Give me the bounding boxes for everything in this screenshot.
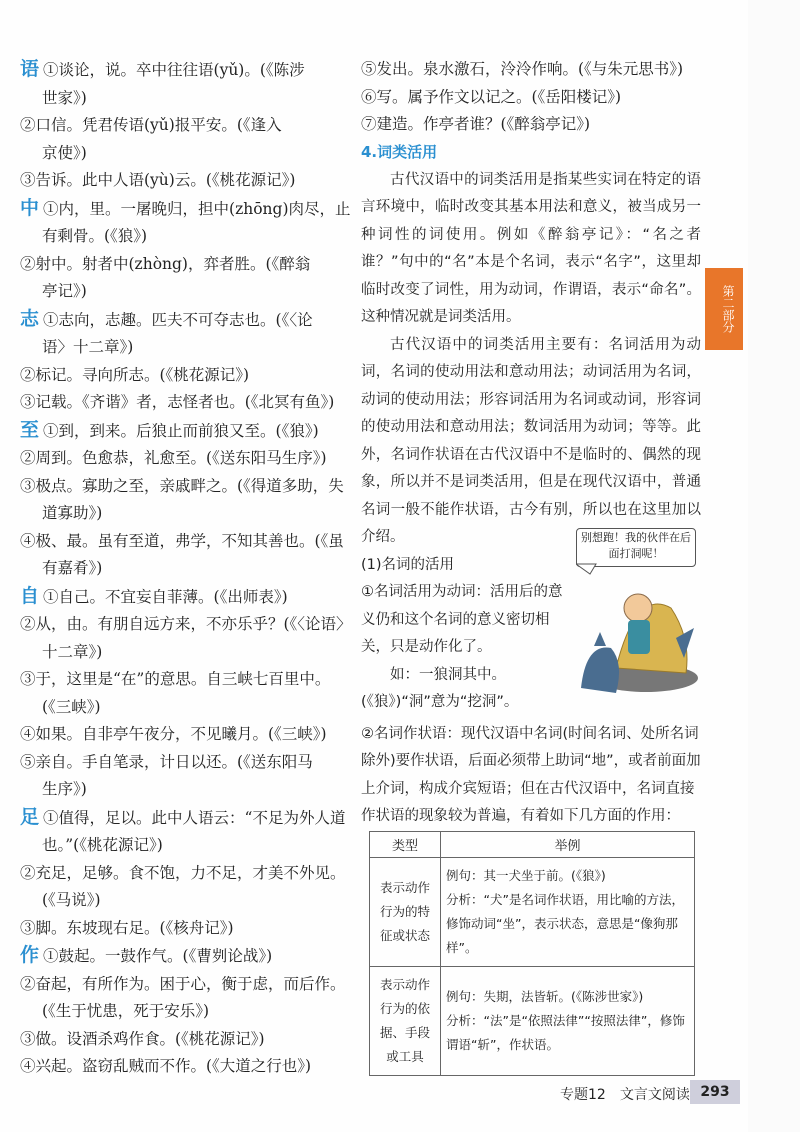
- definition-text: ②充足，足够。食不饱，力不足，才美不外见。: [20, 863, 346, 882]
- dictionary-entry: [20, 195, 360, 251]
- definition-line: [20, 666, 360, 721]
- definition-continuation: 语〉十二章》): [42, 338, 134, 356]
- definition-text: ①志向，志趣。匹夫不可夺志也。(《〈论: [43, 310, 313, 329]
- definition-text: ③于，这里是“在”的意思。自三峡七百里中。: [20, 670, 331, 688]
- item-noun-adverbial: ②名词作状语：现代汉语中名词(时间名词、处所名词除外)要作状语，后面必须带上助词“地”，或者前面加上介词，构成介宾短语；但在古代汉语中，名词直接作状语的现象较为普遍，有着如下几方面的作用：: [361, 725, 701, 824]
- definition-line: [20, 112, 360, 167]
- item-noun-as-verb: ①名词活用为动词：活用后的意义仍和这个名词的意义密切相关，只是动作化了。: [361, 584, 563, 655]
- speech-bubble: 别想跑！我的伙伴在后面打洞呢！: [576, 528, 696, 567]
- definition-text: ③极点。寡助之至，亲戚畔之。(《得道多助，失: [20, 476, 344, 495]
- definition-continuation: (《三峡》): [42, 697, 101, 716]
- definition-line: [20, 611, 360, 666]
- example-table: [369, 831, 695, 1076]
- entry-headword: 自: [20, 584, 40, 607]
- definition-text: ②射中。射者中(zhòng)，弈者胜。(《醉翁: [20, 254, 311, 273]
- definition-text: ③告诉。此中人语(yù)云。(《桃花源记》): [20, 171, 296, 189]
- definition-line: [20, 971, 360, 1026]
- item-example: 如：一狼洞其中。(《狼》)“洞”意为“挖洞”。: [361, 666, 519, 710]
- example-cell: [441, 966, 695, 1075]
- dictionary-entry: [20, 306, 360, 362]
- entry-headword: 语: [20, 58, 40, 80]
- def-line: ⑥写。属予作文以记之。(《岳阳楼记》): [361, 87, 622, 106]
- dictionary-entry: [20, 583, 360, 612]
- definition-line: [20, 1053, 360, 1081]
- definition-text: ①鼓起。一鼓作气。(《曹刿论战》): [43, 947, 273, 965]
- definition-line: [20, 389, 360, 417]
- section-title: 4.词类活用: [361, 142, 438, 161]
- paragraph-intro: 古代汉语中的词类活用是指某些实词在特定的语言环境中，临时改变其基本用法和意义，被当成另一种词性的词使用。例如《醉翁亭记》：“名之者谁？”句中的“名”本是个名词，表示“名字”，这里却临时改变了词性，用为动词，作谓语，表示“命名”。这种情况就是词类活用。: [361, 171, 701, 325]
- definition-text: ②口信。凭君传语(yǔ)报平安。(《逢入: [20, 116, 282, 134]
- type-cell: 表示动作行为的特征或状态: [370, 857, 441, 966]
- definition-text: ①内，里。一屠晚归，担中(zhōng)肉尽，止: [43, 199, 351, 218]
- definition-continuation: 有嘉肴》): [42, 559, 103, 577]
- table-row: [370, 966, 695, 1075]
- dictionary-entry: [20, 804, 360, 860]
- example-analysis: 分析：“法”是“依照法律”“按照法律”，修饰谓语“斩”，作状语。: [446, 1012, 685, 1052]
- definition-line: [20, 915, 360, 943]
- definition-text: ④兴起。盗窃乱贼而不作。(《大道之行也》): [20, 1057, 312, 1075]
- definition-line: [20, 167, 360, 195]
- definition-text: ②周到。色愈恭，礼愈至。(《送东阳马生序》): [20, 449, 327, 467]
- definition-text: ③脚。东坡现右足。(《核舟记》): [20, 918, 234, 937]
- definition-continuation: (《马说》): [42, 891, 101, 909]
- example-sentence: 例句：失期，法皆斩。(《陈涉世家》): [446, 988, 644, 1004]
- table-header-example: 举例: [441, 831, 695, 857]
- entry-headword: 足: [20, 805, 40, 828]
- definition-text: ④如果。自非亭午夜分，不见曦月。(《三峡》): [20, 725, 327, 743]
- entry-headword: 志: [20, 307, 40, 330]
- definition-continuation: 世家》): [42, 88, 87, 107]
- cartoon-illustration: [576, 528, 698, 698]
- table-header-type: 类型: [370, 831, 441, 857]
- definition-text: ④极、最。虽有至道，弗学，不知其善也。(《虽: [20, 531, 344, 550]
- definition-line: [20, 721, 360, 749]
- definition-continuation: 亭记》): [42, 282, 87, 300]
- entry-headword: 中: [20, 196, 40, 219]
- definition-continuation: 有剩骨。(《狼》): [42, 227, 148, 245]
- right-column: [361, 56, 701, 1076]
- wolf-and-haystack-icon: [576, 528, 698, 698]
- example-analysis: 分析：“犬”是名词作状语，用比喻的方法，修饰动词“坐”，表示状态，意思是“像狗那样”。: [446, 891, 684, 955]
- definition-line: [20, 528, 360, 583]
- part-tab: 第二部分: [705, 268, 743, 350]
- dictionary-entry: [20, 417, 360, 446]
- subheading-noun-usage: (1)名词的活用: [361, 556, 455, 573]
- left-column: [20, 56, 360, 1081]
- type-cell: 表示动作行为的依据、手段或工具: [370, 966, 441, 1075]
- paragraph-types: 古代汉语中的词类活用主要有：名词活用为动词，名词的使动用法和意动用法；动词活用为名词，动词的使动用法；形容词活用为名词或动词，形容词的使动用法和意动用法；数词活用为动词；等等。此外，名词作状语在古代汉语中不是临时的、偶然的现象，所以并不是词类活用，但是在现代汉语中，普通名词一般不能作状语，古今有别，所以也在这里加以介绍。: [361, 336, 701, 545]
- definition-line: [20, 749, 360, 804]
- definition-line: [20, 362, 360, 390]
- definition-line: [20, 445, 360, 473]
- definition-text: ①到，到来。后狼止而前狼又至。(《狼》): [43, 421, 319, 440]
- definition-text: ③记载。《齐谐》者，志怪者也。(《北冥有鱼》): [20, 393, 335, 411]
- definition-text: ⑤亲自。手自笔录，计日以还。(《送东阳马: [20, 752, 313, 771]
- definition-text: ①值得，足以。此中人语云：“不足为外人道: [43, 808, 346, 827]
- definition-text: ①谈论，说。卒中往往语(yǔ)。(《陈涉: [43, 61, 305, 79]
- definition-text: ②从，由。有朋自远方来，不亦乐乎？(《〈论语〉: [20, 615, 352, 633]
- definition-continuation: (《生于忧患，死于安乐》): [42, 1002, 210, 1020]
- definition-line: [20, 860, 360, 915]
- example-sentence: 例句：其一犬坐于前。(《狼》): [446, 867, 606, 883]
- definition-line: [20, 251, 360, 306]
- definition-text: ③做。设酒杀鸡作食。(《桃花源记》): [20, 1029, 265, 1048]
- definition-continuation: 京使》): [42, 143, 87, 162]
- table-row: [370, 857, 695, 966]
- def-line: ⑤发出。泉水激石，泠泠作响。(《与朱元思书》): [361, 60, 684, 78]
- definition-continuation: 十二章》): [42, 642, 103, 661]
- entry-headword: 至: [20, 418, 40, 441]
- definition-line: [20, 1026, 360, 1054]
- definition-text: ②标记。寻向所志。(《桃花源记》): [20, 365, 250, 384]
- page-edge: [748, 0, 800, 1132]
- def-line: ⑦建造。作亭者谁？(《醉翁亭记》): [361, 115, 591, 133]
- dictionary-entry: [20, 56, 360, 112]
- example-cell: [441, 857, 695, 966]
- definition-text: ②奋起，有所作为。困于心，衡于虑，而后作。: [20, 974, 346, 993]
- definition-continuation: 道寡助》): [42, 504, 103, 522]
- definition-line: [20, 473, 360, 528]
- page-number: 293: [690, 1080, 740, 1104]
- footer-topic: 专题12 文言文阅读: [560, 1087, 690, 1103]
- entry-headword: 作: [20, 944, 40, 966]
- definition-continuation: 生序》): [42, 780, 87, 798]
- definition-continuation: 也。”(《桃花源记》): [42, 836, 163, 854]
- dictionary-entry: [20, 942, 360, 971]
- definition-text: ①自己。不宜妄自菲薄。(《出师表》): [43, 587, 288, 606]
